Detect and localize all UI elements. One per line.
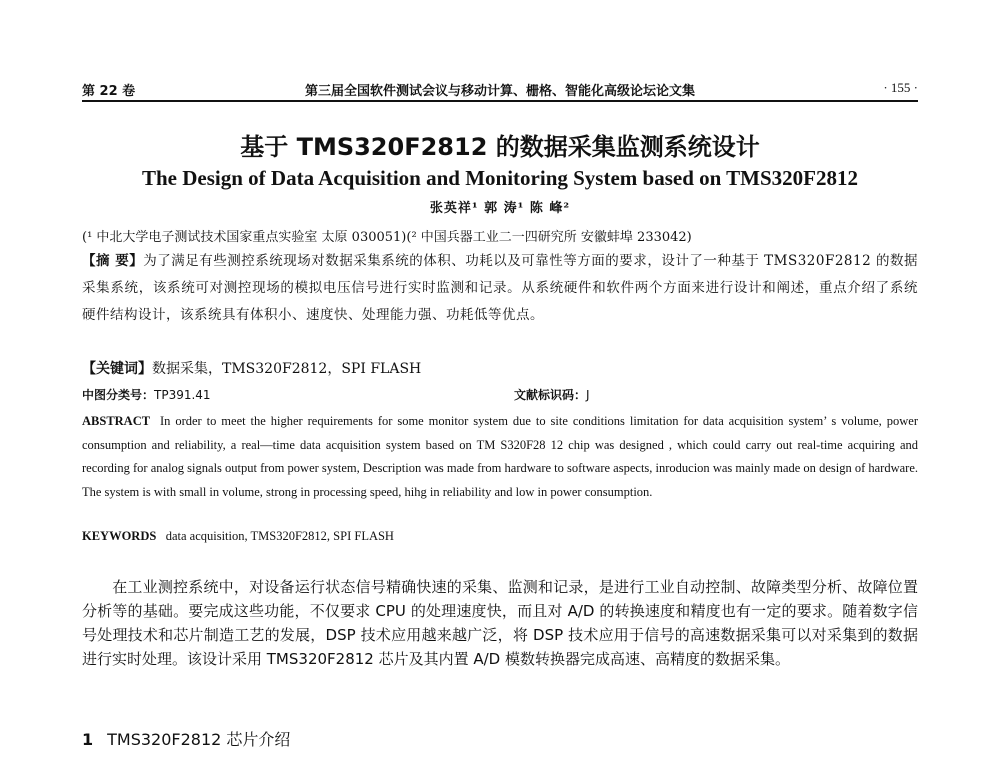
conference-title: 第三届全国软件测试会议与移动计算、栅格、智能化高级论坛论文集: [304, 84, 695, 99]
clc-label: 中图分类号：: [82, 388, 155, 402]
introduction-text: 在工业测控系统中，对设备运行状态信号精确快速的采集、监测和记录，是进行工业自动控制、故障类型分析、故障位置分析等的基础。要完成这些功能，不仅要求 CPU 的处理速度快，而且对 A/D 的转换速度和精度也有一定的要求。随着数字信号处理技术和芯片制造工艺的发展，DSP 技术应用越来越广泛，将 DSP 技术应用于信号的高速数据采集可以对采集到的数据进行实时处理。该设计采用 TMS320F2812 芯片及其内置 A/D 模数转换器完成高速、高精度的数据采集。: [82, 578, 918, 668]
classification-line: [82, 386, 918, 404]
keywords-english: [82, 529, 918, 544]
doc-code-label: 文献标识码：: [514, 388, 587, 402]
keywords-chinese: [82, 358, 918, 378]
abstract-chinese-label: 【摘 要】: [82, 253, 144, 269]
clc-value: TP391.41: [154, 388, 211, 402]
title-english: The Design of Data Acquisition and Monitoring System based on TMS320F2812: [141, 166, 859, 190]
abstract-english-label: ABSTRACT: [82, 414, 151, 428]
volume-label: 第 22 卷: [82, 84, 136, 99]
keywords-english-text: data acquisition, TMS320F2812, SPI FLASH: [165, 529, 394, 543]
title-chinese: 基于 TMS320F2812 的数据采集监测系统设计: [240, 133, 760, 161]
author-list: 张英祥¹ 郭 涛¹ 陈 峰²: [429, 201, 571, 216]
keywords-chinese-label: 【关键词】: [82, 361, 152, 377]
abstract-english-text: In order to meet the higher requirements for some monitor system due to site conditions limitation for data acquisition system’ s volume, power consumption and reliability, a real—time data acquisition system based on TM S320F28 12 chip was designed , which could carry out real-time acquiring and recording for analog signals output from power system, Description was made from hardware to software aspects, inroducion was mainly made on design of hardware. The system is with small in volume, strong in processing speed, hihg in reliability and low in power consumption.: [82, 414, 918, 499]
abstract-english: [82, 410, 918, 504]
affiliation-line: (¹ 中北大学电子测试技术国家重点实验室 太原 030051)(² 中国兵器工业二一四研究所 安徽蚌埠 233042): [82, 230, 692, 245]
section-title: TMS320F2812 芯片介绍: [107, 730, 291, 749]
keywords-english-label: KEYWORDS: [82, 529, 157, 543]
section-heading: [82, 727, 290, 750]
keywords-chinese-text: 数据采集，TMS320F2812，SPI FLASH: [152, 361, 422, 377]
section-number: 1: [82, 730, 94, 749]
clc-number: [82, 386, 211, 403]
document-code: [514, 386, 590, 403]
abstract-chinese-text: 为了满足有些测控系统现场对数据采集系统的体积、功耗以及可靠性等方面的要求，设计了一种基于 TMS320F2812 的数据采集系统，该系统可对测控现场的模拟电压信号进行实时监测和记录。从系统硬件和软件两个方面来进行设计和阐述，重点介绍了系统硬件结构设计，该系统具有体积小、速度快、处理能力强、功耗低等优点。: [82, 253, 918, 323]
abstract-chinese: [82, 248, 918, 329]
doc-code-value: J: [586, 388, 590, 402]
introduction-paragraph: [82, 575, 918, 671]
page-number: · 155 ·: [883, 80, 918, 95]
running-header: [82, 78, 918, 102]
